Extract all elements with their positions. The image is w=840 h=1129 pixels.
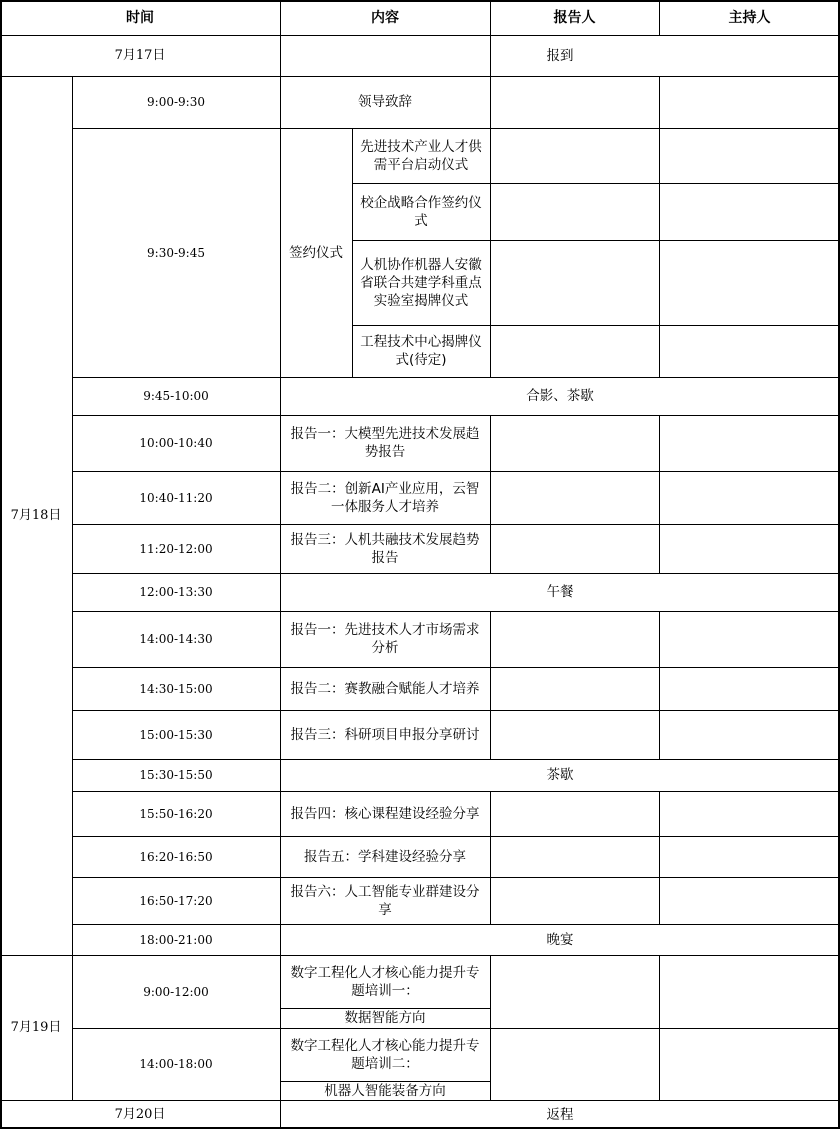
- signing-group-cell: 签约仪式: [289, 244, 343, 261]
- event-cell: 报到: [546, 47, 574, 64]
- time-cell: 16:20-16:50: [139, 849, 213, 864]
- content-cell: 领导致辞: [358, 94, 412, 110]
- report-cell: 报告五：学科建设经验分享: [304, 848, 466, 865]
- time-cell: 10:40-11:20: [139, 490, 213, 505]
- training-direction-cell: 数据智能方向: [344, 1010, 426, 1026]
- time-cell: 9:45-10:00: [143, 389, 209, 403]
- event-cell: 返程: [546, 1106, 574, 1123]
- time-cell: 14:00-14:30: [139, 632, 213, 646]
- report-cell: 报告六：人工智能专业群建设分享: [290, 883, 480, 918]
- header-speaker: 报告人: [553, 9, 596, 26]
- training-direction-cell: 机器人智能装备方向: [324, 1082, 446, 1099]
- time-cell: 16:50-17:20: [139, 893, 213, 908]
- time-cell: 11:20-12:00: [139, 541, 213, 556]
- header-host: 主持人: [728, 9, 771, 26]
- signing-item: 工程技术中心揭牌仪式(待定): [360, 334, 482, 368]
- date-cell: 7月19日: [10, 1019, 62, 1035]
- time-cell: 9:30-9:45: [147, 245, 205, 260]
- report-cell: 报告一：大模型先进技术发展趋势报告: [290, 426, 480, 460]
- date-cell: 7月17日: [114, 47, 166, 63]
- time-cell: 9:00-12:00: [143, 984, 209, 999]
- date-cell: 7月20日: [114, 1106, 166, 1122]
- report-cell: 报告二：赛教融合赋能人才培养: [290, 680, 480, 697]
- merged-event-cell: 茶歇: [546, 767, 574, 783]
- time-cell: 15:00-15:30: [139, 727, 213, 742]
- time-cell: 15:30-15:50: [139, 768, 213, 782]
- merged-event-cell: 晚宴: [546, 931, 574, 948]
- header-time: 时间: [126, 9, 154, 26]
- merged-event-cell: 午餐: [546, 584, 574, 600]
- time-cell: 18:00-21:00: [139, 932, 213, 947]
- header-content: 内容: [371, 9, 399, 26]
- training-cell: 数字工程化人才核心能力提升专题培训一：: [290, 964, 480, 999]
- merged-event-cell: 合影、茶歇: [526, 388, 594, 404]
- time-cell: 14:00-18:00: [139, 1057, 213, 1071]
- report-cell: 报告四：核心课程建设经验分享: [290, 805, 480, 822]
- time-cell: 14:30-15:00: [139, 681, 213, 696]
- time-cell: 10:00-10:40: [139, 436, 213, 450]
- report-cell: 报告三：科研项目申报分享研讨: [290, 726, 480, 743]
- report-cell: 报告一：先进技术人才市场需求分析: [290, 622, 480, 656]
- signing-item: 人机协作机器人安徽省联合共建学科重点实验室揭牌仪式: [360, 256, 482, 309]
- date-cell: 7月18日: [10, 507, 62, 523]
- signing-item: 校企战略合作签约仪式: [360, 194, 482, 229]
- signing-item: 先进技术产业人才供需平台启动仪式: [360, 138, 482, 173]
- time-cell: 12:00-13:30: [139, 585, 213, 599]
- time-cell: 15:50-16:20: [139, 806, 213, 821]
- report-cell: 报告三：人机共融技术发展趋势报告: [290, 531, 480, 566]
- time-cell: 9:00-9:30: [147, 95, 205, 109]
- report-cell: 报告二：创新AI产业应用，云智一体服务人才培养: [290, 480, 480, 515]
- training-cell: 数字工程化人才核心能力提升专题培训二：: [290, 1037, 480, 1072]
